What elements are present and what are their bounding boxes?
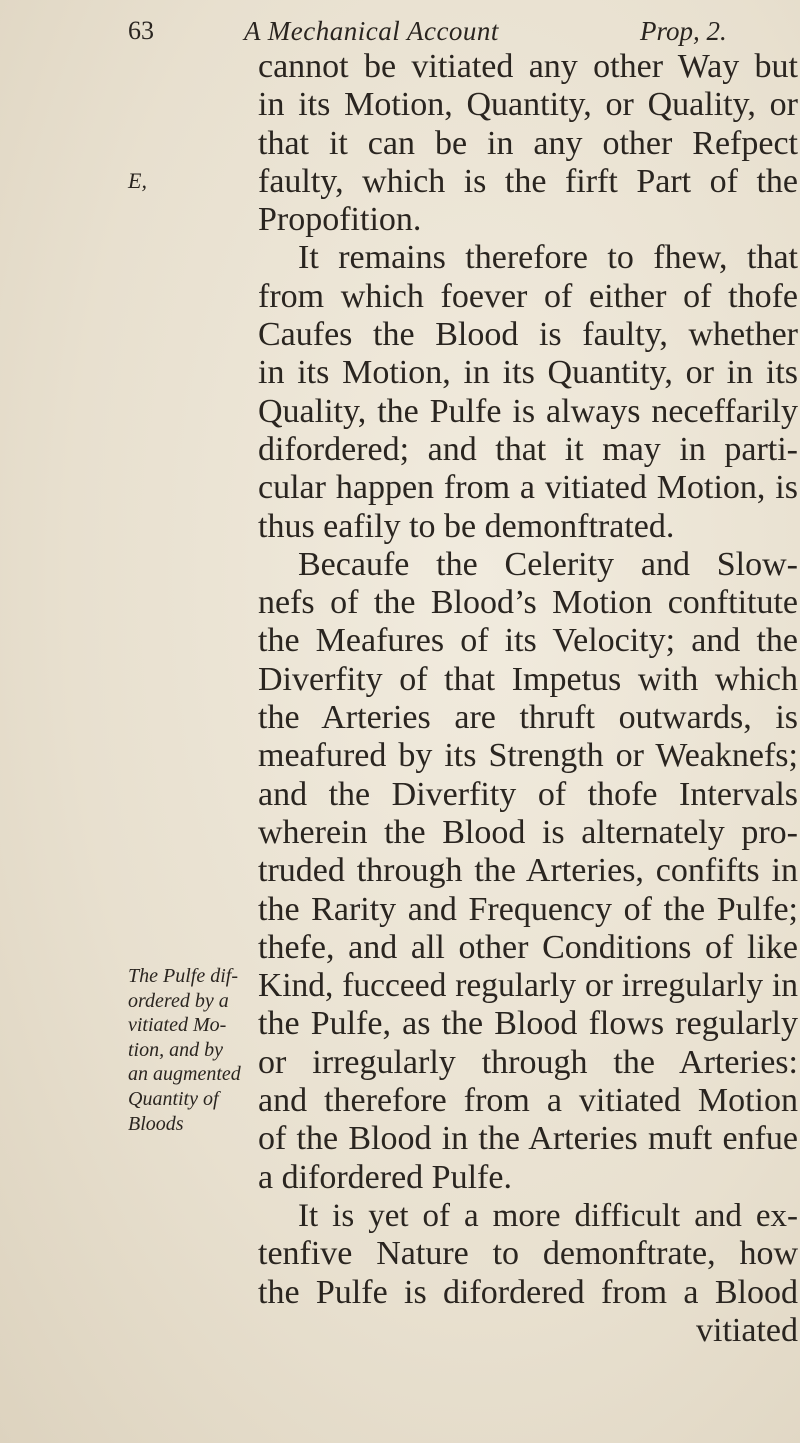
margin-note (128, 964, 278, 1136)
text-line: wherein the Blood is alternately pro- (258, 813, 798, 851)
text-line: the Arteries are thruft outwards, is (258, 699, 798, 737)
text-line: in its Motion, Quantity, or Quality, or (258, 86, 798, 124)
text-line: It is yet of a more difficult and ex- (298, 1197, 798, 1234)
text-line: Quality, the Pulfe is always neceffarily (258, 392, 798, 430)
margin-note-line: tion, and by (128, 1038, 223, 1061)
text-line: meafured by its Strength or Weaknefs; (258, 737, 798, 775)
text-line: Becaufe the Celerity and Slow- (298, 545, 798, 583)
text-line: cannot be vitiated any other Way but (258, 48, 798, 85)
text-line: thefe, and all other Conditions of like (258, 928, 798, 966)
text-line: It remains therefore to fhew, that (298, 239, 798, 277)
body-text (258, 48, 798, 1350)
text-line: Caufes the Blood is faulty, whether (258, 316, 798, 354)
text-line: Propofition. (258, 201, 422, 239)
text-line: Kind, fucceed regularly or irregularly in (258, 967, 798, 1005)
text-line: or irregularly through the Arteries: (258, 1043, 798, 1081)
left-margin-mark: E, (128, 168, 147, 193)
text-line: that it can be in any other Refpect (258, 124, 798, 162)
text-line: tenfive Nature to demonftrate, how (258, 1235, 798, 1273)
text-line: cular happen from a vitiated Motion, is (258, 469, 798, 507)
margin-note-line: vitiated Mo- (128, 1014, 227, 1037)
text-line: and the Diverfity of thofe Intervals (258, 775, 798, 813)
text-line: the Pulfe, as the Blood flows regularly (258, 1005, 798, 1043)
running-title: A Mechanical Account (244, 16, 499, 46)
text-line: a difordered Pulfe. (258, 1158, 512, 1196)
text-line: Diverfity of that Impetus with which (258, 660, 798, 698)
margin-note-line: an augmented (128, 1063, 241, 1086)
text-line: in its Motion, in its Quantity, or in its (258, 354, 798, 392)
margin-note-line: ordered by a (128, 989, 229, 1012)
text-line: from which foever of either of thofe (258, 277, 798, 315)
text-line: truded through the Arteries, confifts in (258, 852, 798, 890)
margin-note-line: Bloods (128, 1112, 184, 1135)
page-number: 63 (128, 16, 154, 45)
text-line: nefs of the Blood’s Motion conftitute (258, 584, 798, 622)
text-line: the Rarity and Frequency of the Pulfe; (258, 890, 798, 928)
text-line: the Pulfe is difordered from a Blood (258, 1273, 798, 1311)
text-line: of the Blood in the Arteries muft enfue (258, 1120, 798, 1158)
proposition-label: Prop, 2. (640, 16, 727, 46)
text-line: the Meafures of its Velocity; and the (258, 622, 798, 660)
page-header (0, 6, 800, 48)
text-line: difordered; and that it may in parti- (258, 430, 798, 468)
text-line: faulty, which is the firft Part of the (258, 162, 798, 200)
catchword: vitiated (696, 1311, 798, 1349)
text-line: and therefore from a vitiated Motion (258, 1082, 798, 1120)
text-line: thus eafily to be demonftrated. (258, 507, 675, 545)
margin-note-line: Quantity of (128, 1087, 219, 1110)
margin-note-line: The Pulfe dif- (128, 965, 238, 987)
